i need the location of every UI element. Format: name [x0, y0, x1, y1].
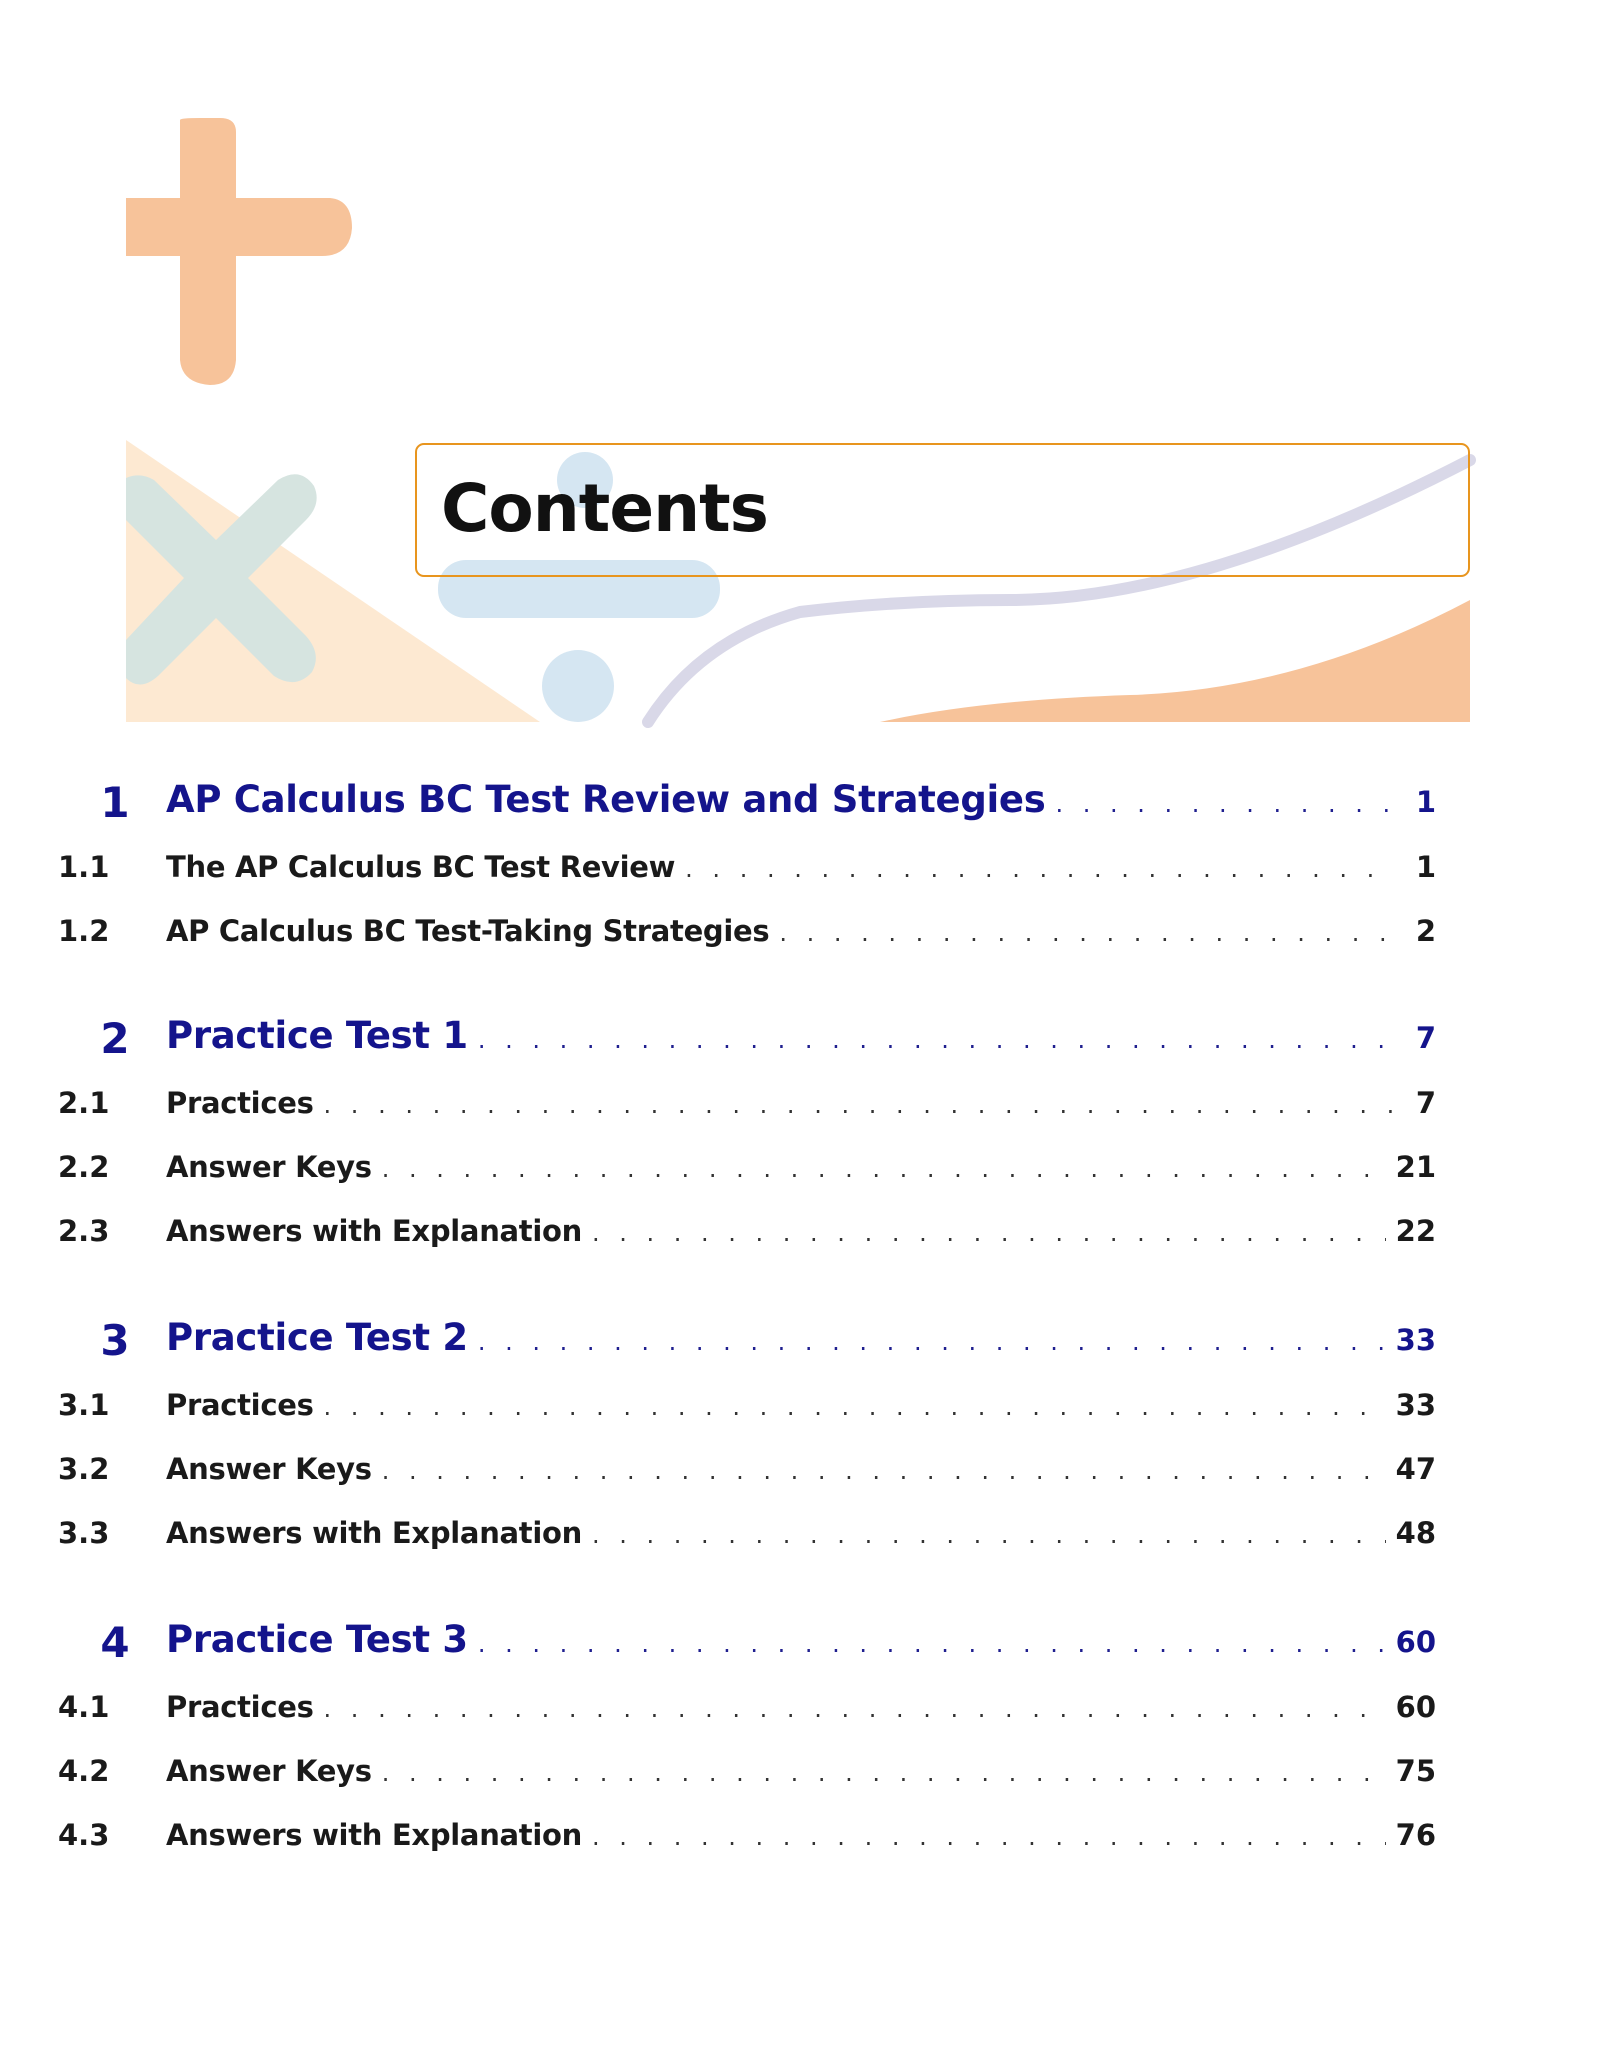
- chapter-number: 2: [100, 1014, 130, 1063]
- chapter-number: 1: [100, 778, 130, 827]
- toc-entry-line: [166, 914, 1436, 948]
- section-title[interactable]: Answer Keys: [166, 1452, 372, 1486]
- section-number: 4.3: [58, 1818, 110, 1852]
- dot-leader: [592, 1823, 1386, 1851]
- page-number: 76: [1395, 1818, 1436, 1852]
- dot-leader: [592, 1219, 1386, 1247]
- dot-leader: [382, 1457, 1386, 1485]
- page-number: 21: [1395, 1150, 1436, 1184]
- section-title[interactable]: Practices: [166, 1388, 314, 1422]
- section-title[interactable]: Answers with Explanation: [166, 1214, 582, 1248]
- toc-entry-line: [166, 1086, 1436, 1120]
- toc-entry-line: [166, 1754, 1436, 1788]
- page-number: 7: [1415, 1021, 1436, 1055]
- section-title[interactable]: The AP Calculus BC Test Review: [166, 850, 676, 884]
- page-number: 22: [1395, 1214, 1436, 1248]
- section-title[interactable]: Answer Keys: [166, 1150, 372, 1184]
- toc-entry-line: [166, 1150, 1436, 1184]
- chapter-title[interactable]: Practice Test 3: [166, 1618, 468, 1661]
- toc-entry-line: [166, 1452, 1436, 1486]
- section-title[interactable]: Answers with Explanation: [166, 1516, 582, 1550]
- dot-leader: [324, 1091, 1396, 1119]
- toc-entry-line: [166, 1618, 1436, 1661]
- page-number: 47: [1395, 1452, 1436, 1486]
- dot-leader: [592, 1521, 1386, 1549]
- section-number: 3.1: [58, 1388, 110, 1422]
- chapter-number: 4: [100, 1618, 130, 1667]
- dot-leader: [324, 1695, 1386, 1723]
- page-number: 7: [1415, 1086, 1436, 1120]
- toc-entry-line: [166, 1214, 1436, 1248]
- section-title[interactable]: AP Calculus BC Test-Taking Strategies: [166, 914, 770, 948]
- section-number: 1.2: [58, 914, 110, 948]
- dot-leader: [324, 1393, 1386, 1421]
- page-number: 1: [1415, 850, 1436, 884]
- chapter-title[interactable]: AP Calculus BC Test Review and Strategies: [166, 778, 1046, 821]
- page-number: 60: [1395, 1690, 1436, 1724]
- dot-leader: [478, 1026, 1396, 1054]
- section-number: 2.3: [58, 1214, 110, 1248]
- toc-entry-line: [166, 1014, 1436, 1057]
- toc-entry-line: [166, 778, 1436, 821]
- section-title[interactable]: Practices: [166, 1086, 314, 1120]
- page-number: 2: [1415, 914, 1436, 948]
- page-number: 1: [1415, 785, 1436, 819]
- chapter-title[interactable]: Practice Test 1: [166, 1014, 468, 1057]
- page-number: 33: [1395, 1388, 1436, 1422]
- dot-leader: [478, 1630, 1386, 1658]
- dot-leader: [779, 919, 1396, 947]
- page-number: 48: [1395, 1516, 1436, 1550]
- toc-entry-line: [166, 1818, 1436, 1852]
- section-number: 3.2: [58, 1452, 110, 1486]
- chapter-title[interactable]: Practice Test 2: [166, 1316, 468, 1359]
- section-number: 1.1: [58, 850, 110, 884]
- page-number: 75: [1395, 1754, 1436, 1788]
- section-number: 2.2: [58, 1150, 110, 1184]
- section-number: 4.2: [58, 1754, 110, 1788]
- section-title[interactable]: Answer Keys: [166, 1754, 372, 1788]
- dot-leader: [1055, 790, 1396, 818]
- toc-entry-line: [166, 1316, 1436, 1359]
- dot-leader: [478, 1328, 1386, 1356]
- toc-entry-line: [166, 1516, 1436, 1550]
- toc-entry-line: [166, 850, 1436, 884]
- section-title[interactable]: Practices: [166, 1690, 314, 1724]
- section-title[interactable]: Answers with Explanation: [166, 1818, 582, 1852]
- toc-entry-line: [166, 1690, 1436, 1724]
- dot-leader: [382, 1155, 1386, 1183]
- page-title: Contents: [441, 470, 768, 547]
- toc-entry-line: [166, 1388, 1436, 1422]
- page-number: 33: [1395, 1323, 1436, 1357]
- dot-leader: [382, 1759, 1386, 1787]
- chapter-number: 3: [100, 1316, 130, 1365]
- section-number: 3.3: [58, 1516, 110, 1550]
- section-number: 2.1: [58, 1086, 110, 1120]
- section-number: 4.1: [58, 1690, 110, 1724]
- page-number: 60: [1395, 1625, 1436, 1659]
- dot-leader: [685, 855, 1396, 883]
